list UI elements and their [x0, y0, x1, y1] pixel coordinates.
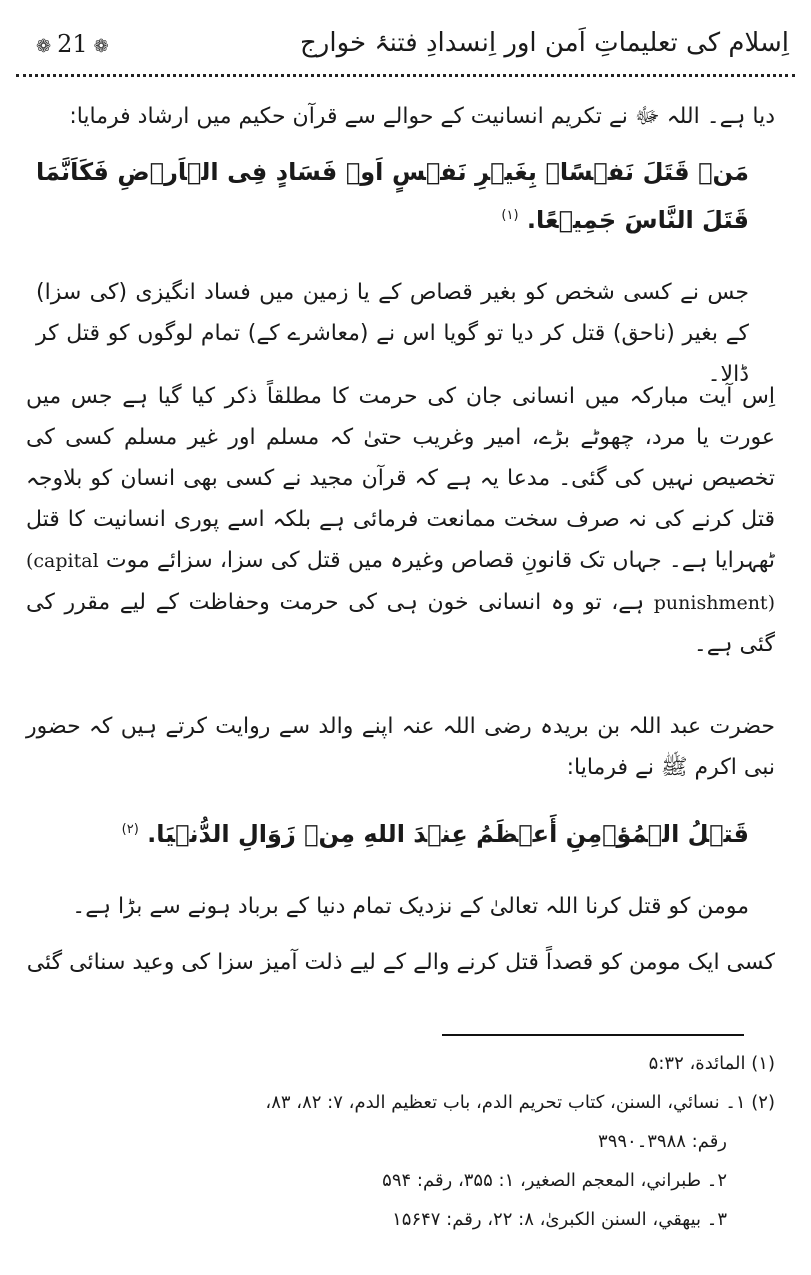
page-number: 21: [57, 30, 88, 58]
footnotes: [36, 1044, 775, 1239]
commentary-text: اِس آیت مبارکہ میں انسانی جان کی حرمت کا مطلقاً ذکر کیا گیا ہے جس میں عورت یا مرد، چھوٹے بڑے، امیر وغریب حتیٰ کہ مسلم اور غیر مسلم کسی کی تخصیص نہیں کی گئی۔ مدعا یہ ہے کہ قرآن مجید نے کسی بھی انسان کو بلاوجہ قتل کرنے کی نہ صرف سخت ممانعت فرمائی ہے بلکہ اسے پوری انسانیت کا قتل ٹھہرایا ہے۔ جہاں تک قانونِ قصاص وغیرہ میں قتل کی سزا، سزائے موت: [26, 384, 775, 573]
english-term: (capital punishment): [26, 550, 775, 614]
commentary-paragraph: [26, 376, 775, 665]
footnote-2a-continued: رقم: ۳۹۸۸۔۳۹۹۰: [598, 1131, 727, 1152]
ornament-left-icon: ❁: [36, 36, 52, 57]
page-header: [14, 22, 797, 72]
commentary-text-end: ہے، تو وہ انسانی خون ہی کی حرمت وحفاظت کے لیے مقرر کی گئی ہے۔: [26, 590, 775, 657]
footnote-divider: [442, 1034, 744, 1036]
footnote-1: (۱) المائدة، ۵:۳۲: [648, 1053, 775, 1074]
quran-verse: [36, 150, 749, 242]
footnote-2a: (۲) ۱۔ نسائي، السنن، کتاب تحريم الدم، باب تعظيم الدم، ۷: ۸۲، ۸۳،: [265, 1092, 775, 1113]
running-title: اِسلام کی تعلیماتِ اَمن اور اِنسدادِ فتنۂ خوارج: [300, 28, 789, 58]
hadith-translation: مومن کو قتل کرنا اللہ تعالیٰ کے نزدیک تمام دنیا کے برباد ہونے سے بڑا ہے۔: [72, 894, 749, 919]
footnote-marker-1: (۱): [501, 208, 519, 223]
footnote-2b: ۲۔ طبراني، المعجم الصغير، ۱: ۳۵۵، رقم: ۵۹۴: [382, 1170, 727, 1191]
hadith-intro: حضرت عبد اللہ بن بریدہ رضی اللہ عنہ اپنے والد سے روایت کرتے ہیں کہ حضور نبی اکرم ﷺ نے فرمایا:: [26, 714, 775, 780]
hadith-text-block: [36, 808, 749, 856]
quran-verse-text: مَنۡ قَتَلَ نَفۡسًاۢ بِغَیۡرِ نَفۡسٍ اَوۡ فَسَادٍ فِی الۡاَرۡضِ فَکَاَنَّمَا قَتَلَ النَّاسَ جَمِیۡعًا.: [36, 158, 749, 234]
ornament-right-icon: ❁: [93, 36, 109, 57]
verse-translation: جس نے کسی شخص کو بغیر قصاص کے یا زمین میں فساد انگیزی (کی سزا) کے بغیر (ناحق) قتل کر دیا تو گویا اس نے (معاشرے کے) تمام لوگوں کو قتل کر ڈالا۔: [36, 280, 749, 387]
header-divider: [16, 74, 795, 77]
page-number-box: [30, 30, 115, 58]
footnote-2c: ۳۔ بيهقي، السنن الکبریٰ، ۸: ۲۲، رقم: ۱۵۶۴۷: [392, 1209, 727, 1230]
hadith-text: قَتۡلُ الۡمُؤۡمِنِ أَعۡظَمُ عِنۡدَ اللهِ مِنۡ زَوَالِ الدُّنۡیَا.: [147, 820, 749, 848]
footnote-marker-2: (۲): [121, 822, 139, 837]
closing-paragraph: کسی ایک مومن کو قصداً قتل کرنے والے کے لیے ذلت آمیز سزا کی وعید سنائی گئی: [26, 950, 775, 975]
intro-paragraph: دیا ہے۔ اللہ ﷻ نے تکریم انسانیت کے حوالے سے قرآن حکیم میں ارشاد فرمایا:: [69, 104, 775, 129]
